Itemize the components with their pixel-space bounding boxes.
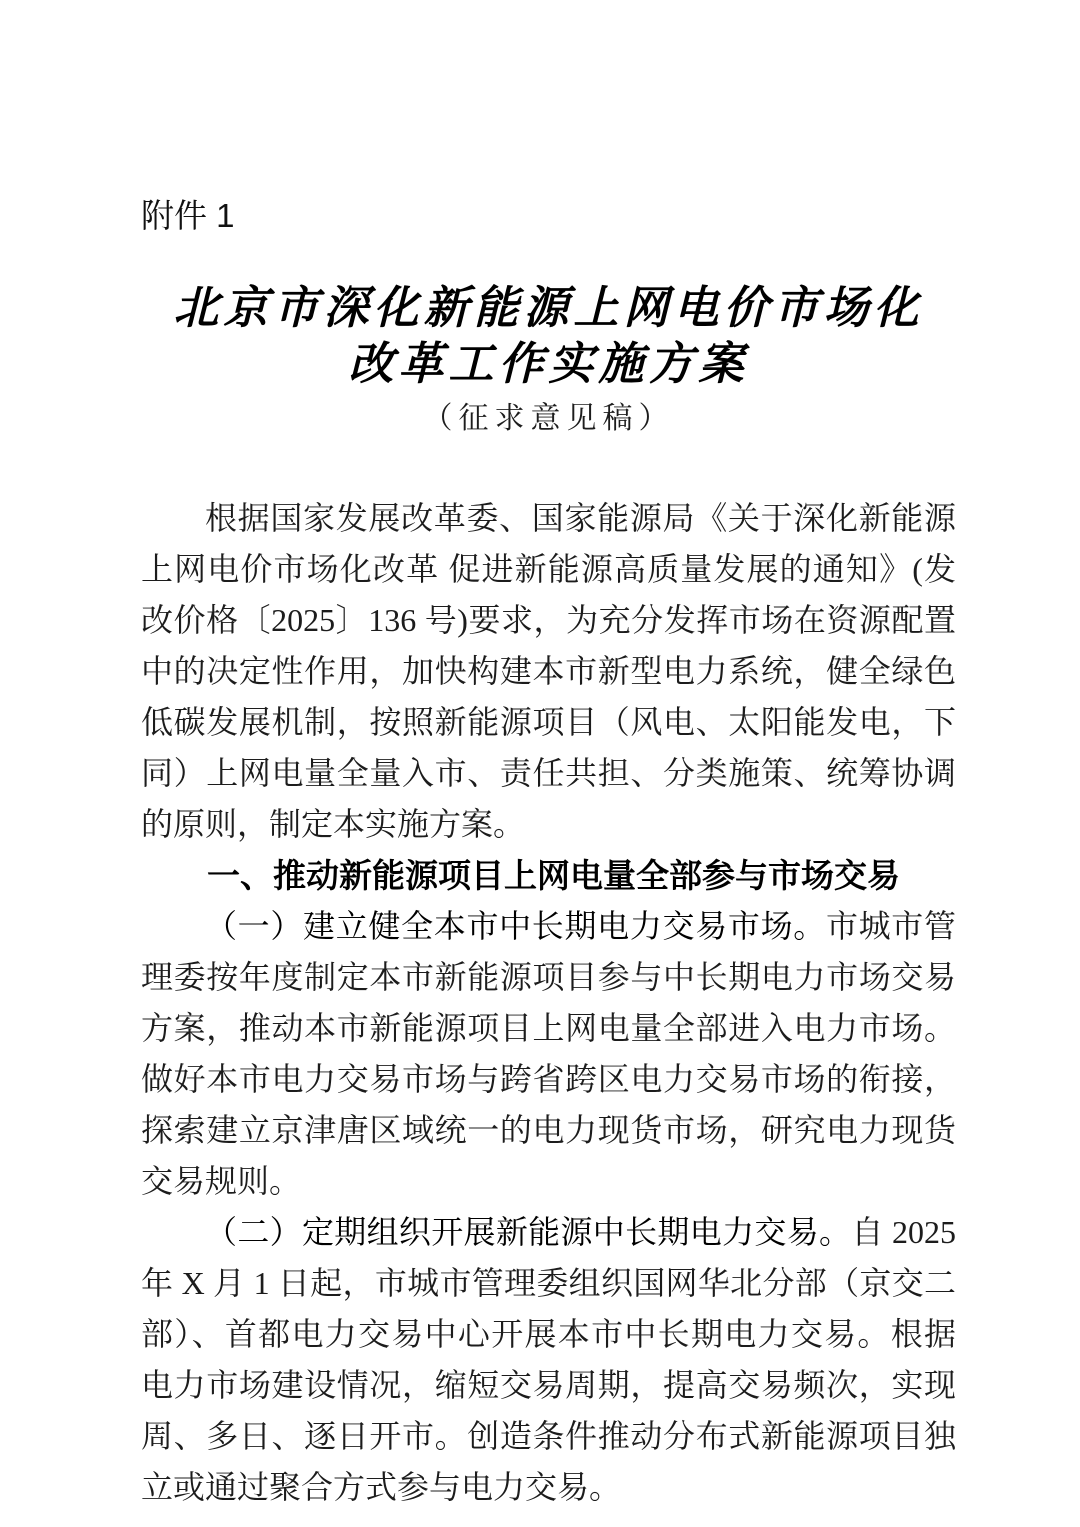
item-2-lead: （二）定期组织开展新能源中长期电力交易。 [205,1214,852,1250]
section-heading-1: 一、推动新能源项目上网电量全部参与市场交易 [207,857,900,894]
intro-paragraph [141,493,956,850]
title-line-1: 北京市深化新能源上网电价市场化 [173,283,924,333]
item-2-text: 自 2025 年 X 月 1 日起，市城市管理委组织国网华北分部（京交二部）、首都电力交易中心开展本市中长期电力交易。根据电力市场建设情况，缩短交易周期，提高交易频次，实现周、多日、逐日开市。创造条件推动分布式新能源项目独立或通过聚合方式参与电力交易。 [141,1214,956,1505]
item-paragraph-1 [141,901,956,1207]
item-1-text: 市城市管理委按年度制定本市新能源项目参与中长期电力市场交易方案，推动本市新能源项目上网电量全部进入电力市场。做好本市电力交易市场与跨省跨区电力交易市场的衔接，探索建立京津唐区域统一的电力现货市场，研究电力现货交易规则。 [141,908,956,1199]
attachment-label: 附件 1 [141,197,235,234]
item-paragraph-2 [141,1207,956,1513]
intro-paragraph-text: 根据国家发展改革委、国家能源局《关于深化新能源上网电价市场化改革 促进新能源高质量发展的通知》(发改价格〔2025〕136 号)要求，为充分发挥市场在资源配置中的决定性作用，加快构建本市新型电力系统，健全绿色低碳发展机制，按照新能源项目（风电、太阳能发电，下同）上网电量全量入市、责任共担、分类施策、统筹协调的原则，制定本实施方案。 [141,500,956,842]
document-body [141,493,956,1513]
document-subtitle: （征求意见稿） [422,402,675,435]
document-title [141,280,956,392]
item-1-lead: （一）建立健全本市中长期电力交易市场。 [205,908,826,944]
title-line-2: 改革工作实施方案 [348,339,749,389]
